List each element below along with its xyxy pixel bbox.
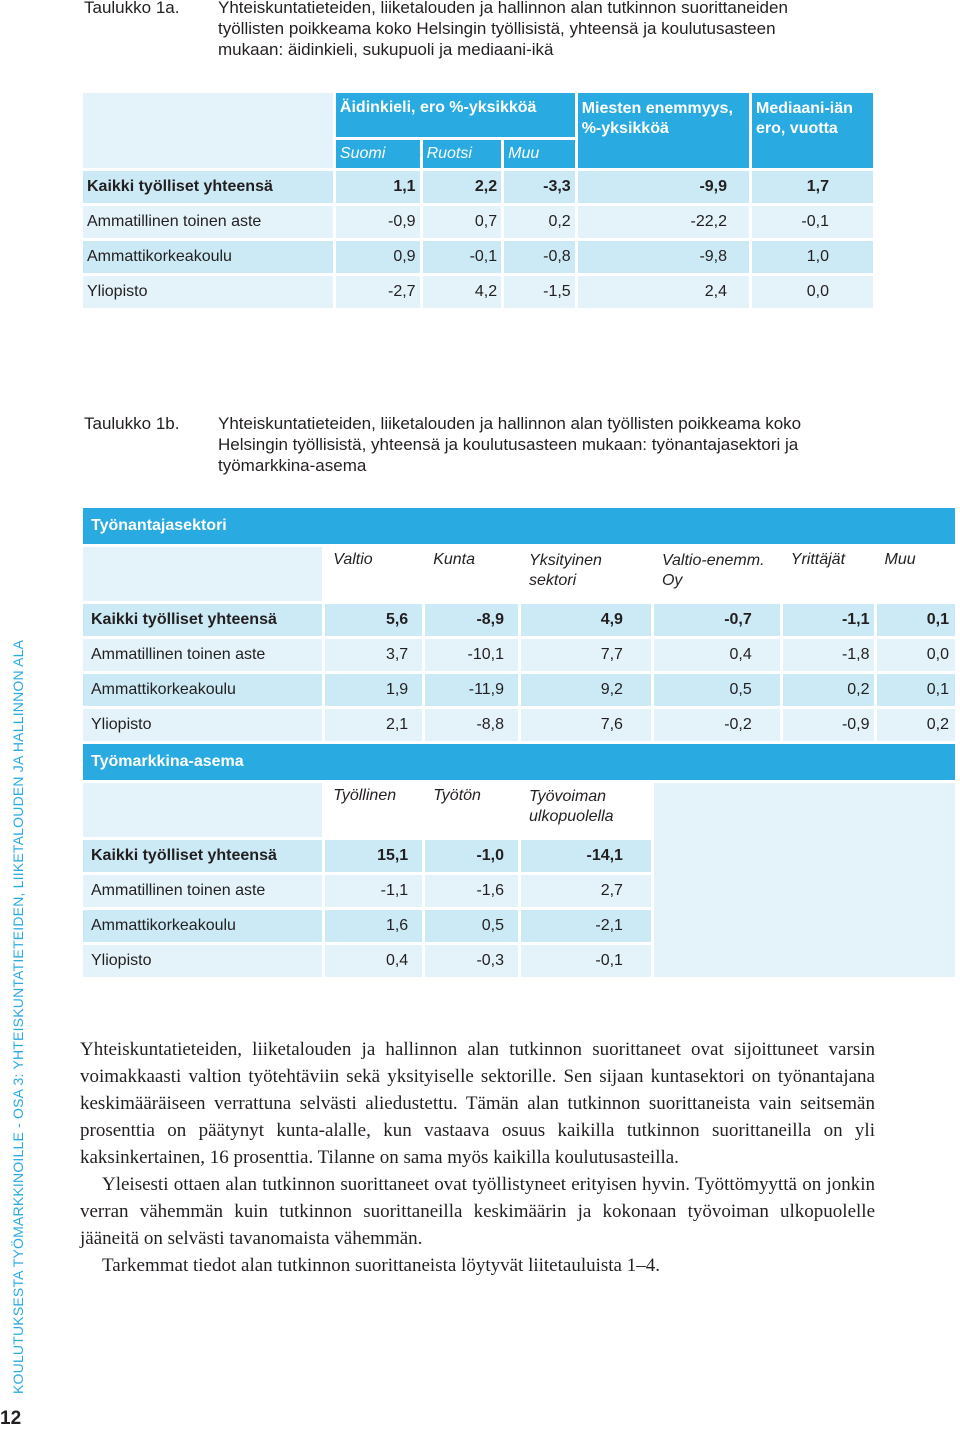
cell: -8,9 <box>425 604 518 636</box>
section-title-labour-market-status: Työmarkkina-asema <box>83 744 955 780</box>
cell: -0,3 <box>425 945 518 977</box>
cell: 0,7 <box>423 206 502 238</box>
paragraph: Yhteiskuntatieteiden, liiketalouden ja hallinnon alan tutkinnon suorittaneet ovat sijoittuneet varsin voimakkaasti valtion työtehtäviin sekä yksityiselle sektorille. Sen sijaan kuntasektori on työnantajana keskimääräiseen verrattuna selvästi aliedustettu. Tämän alan tutkinnon suorittaneista vain seitsemän prosenttia on päätynyt kunta-alalle, kun vastaava osuus kaikilla tutkinnon suorittaneilla on yli kaksinkertainen, 16 prosenttia. Tilanne on sama myös kaikilla koulutusasteilla. <box>80 1039 875 1168</box>
cell: 0,5 <box>425 910 518 942</box>
column-header: Yrittäjät <box>790 551 846 568</box>
table-1a-label: Taulukko 1a. <box>84 0 180 17</box>
cell: -22,2 <box>578 206 749 238</box>
column-header: Työvoiman ulkopuolella <box>529 788 614 825</box>
row-label: Yliopisto <box>83 945 322 977</box>
cell: 1,7 <box>752 171 873 203</box>
cell: -0,1 <box>521 945 651 977</box>
cell: 2,1 <box>325 709 422 741</box>
table-row <box>83 241 873 273</box>
cell: -3,3 <box>504 171 575 203</box>
cell: -2,7 <box>336 276 420 308</box>
paragraph: Yleisesti ottaen alan tutkinnon suorittaneet ovat työllistyneet erityisen hyvin. Työttömyyttä on jonkin verran vähemmän kuin tutkinnon suorittaneilla keskimäärin ja kokonaan työvoiman ulkopuolelle jääneitä on selvästi tavanomaista vähemmän. <box>80 1174 875 1249</box>
cell: -0,8 <box>504 241 575 273</box>
column-header: Työtön <box>433 787 481 804</box>
table-1a-corner <box>83 93 333 168</box>
table-1a-group-header: Äidinkieli, ero %-yksikköä <box>336 93 575 137</box>
cell: 15,1 <box>325 840 422 872</box>
running-title: KOULUTUKSESTA TYÖMARKKINOILLE - OSA 3: YHTEISKUNTATIETEIDEN, LIIKETALOUDEN JA HALLINNON ALA <box>10 639 26 1394</box>
cell: -14,1 <box>521 840 651 872</box>
row-label: Kaikki työlliset yhteensä <box>83 840 322 872</box>
table-1b-corner-2 <box>83 783 322 837</box>
page-number: 12 <box>0 1408 22 1429</box>
table-row <box>83 604 955 636</box>
table-row <box>83 206 873 238</box>
cell: -1,6 <box>425 875 518 907</box>
cell: -0,2 <box>654 709 780 741</box>
section-title-employer-sector: Työnantajasektori <box>83 508 955 544</box>
cell: 1,1 <box>336 171 420 203</box>
cell: -10,1 <box>425 639 518 671</box>
cell: -2,1 <box>521 910 651 942</box>
cell: 2,7 <box>521 875 651 907</box>
cell: 1,6 <box>325 910 422 942</box>
cell: 9,2 <box>521 674 651 706</box>
cell: 0,0 <box>877 639 955 671</box>
row-label: Yliopisto <box>83 709 322 741</box>
empty-panel <box>654 783 955 977</box>
cell: 3,7 <box>325 639 422 671</box>
cell: -8,8 <box>425 709 518 741</box>
cell: 7,6 <box>521 709 651 741</box>
table-row <box>83 171 873 203</box>
sidebar <box>0 639 34 1434</box>
table-1a <box>80 90 876 311</box>
table-row <box>83 639 955 671</box>
table-1b-corner <box>83 547 322 601</box>
table-1b-caption: Yhteiskuntatieteiden, liiketalouden ja hallinnon alan työllisten poikkeama koko Helsingin työllisistä, yhteensä ja koulutusasteen mukaan: työnantajasektori ja työmarkkina-asema <box>218 414 802 475</box>
cell: 0,1 <box>877 674 955 706</box>
row-label: Ammattikorkeakoulu <box>83 910 322 942</box>
cell: 1,9 <box>325 674 422 706</box>
row-label: Ammatillinen toinen aste <box>83 875 322 907</box>
table-row <box>83 674 955 706</box>
cell: -11,9 <box>425 674 518 706</box>
cell: -0,1 <box>423 241 502 273</box>
cell: -0,9 <box>783 709 874 741</box>
cell: 1,0 <box>752 241 873 273</box>
cell: 7,7 <box>521 639 651 671</box>
row-label: Ammatillinen toinen aste <box>83 639 322 671</box>
cell: 4,9 <box>521 604 651 636</box>
table-1a-header-men: Miesten enemmyys, %-yksikköä <box>578 93 749 168</box>
cell: 0,2 <box>504 206 575 238</box>
cell: -1,1 <box>325 875 422 907</box>
table-row <box>83 709 955 741</box>
body-text <box>80 1036 875 1279</box>
cell: -9,8 <box>578 241 749 273</box>
table-1b-label: Taulukko 1b. <box>84 414 180 433</box>
table-1a-subheader: Suomi <box>336 140 420 168</box>
column-header: Työllinen <box>333 787 397 804</box>
cell: 2,4 <box>578 276 749 308</box>
row-label: Ammattikorkeakoulu <box>83 241 333 273</box>
row-label: Yliopisto <box>83 276 333 308</box>
cell: 0,0 <box>752 276 873 308</box>
table-1a-header-median: Mediaani-iän ero, vuotta <box>752 93 873 168</box>
cell: 0,5 <box>654 674 780 706</box>
column-header: Valtio-enemm. Oy <box>661 552 765 589</box>
table-row <box>83 276 873 308</box>
cell: -0,9 <box>336 206 420 238</box>
cell: 2,2 <box>423 171 502 203</box>
table-1a-subheader: Ruotsi <box>423 140 502 168</box>
row-label: Kaikki työlliset yhteensä <box>83 171 333 203</box>
paragraph: Tarkemmat tiedot alan tutkinnon suorittaneista löytyvät liitetauluista 1–4. <box>102 1255 660 1276</box>
column-header: Kunta <box>433 551 476 568</box>
cell: 0,9 <box>336 241 420 273</box>
column-header: Muu <box>884 551 916 568</box>
cell: 0,2 <box>783 674 874 706</box>
cell: 0,4 <box>654 639 780 671</box>
cell: -1,8 <box>783 639 874 671</box>
cell: -9,9 <box>578 171 749 203</box>
cell: -1,1 <box>783 604 874 636</box>
table-1a-caption: Yhteiskuntatieteiden, liiketalouden ja hallinnon alan tutkinnon suorittaneiden työllisten poikkeama koko Helsingin työllisistä, yhteensä ja koulutusasteen mukaan: äidinkieli, sukupuoli ja mediaani-ikä <box>218 0 788 59</box>
cell: 0,1 <box>877 604 955 636</box>
cell: 0,2 <box>877 709 955 741</box>
cell: -1,0 <box>425 840 518 872</box>
row-label: Ammatillinen toinen aste <box>83 206 333 238</box>
cell: -0,7 <box>654 604 780 636</box>
table-1b <box>80 505 958 980</box>
cell: -0,1 <box>752 206 873 238</box>
row-label: Ammattikorkeakoulu <box>83 674 322 706</box>
column-header: Yksityinen sektori <box>529 552 602 589</box>
cell: 0,4 <box>325 945 422 977</box>
cell: -1,5 <box>504 276 575 308</box>
cell: 4,2 <box>423 276 502 308</box>
table-1a-subheader: Muu <box>504 140 575 168</box>
row-label: Kaikki työlliset yhteensä <box>83 604 322 636</box>
cell: 5,6 <box>325 604 422 636</box>
column-header: Valtio <box>333 551 373 568</box>
